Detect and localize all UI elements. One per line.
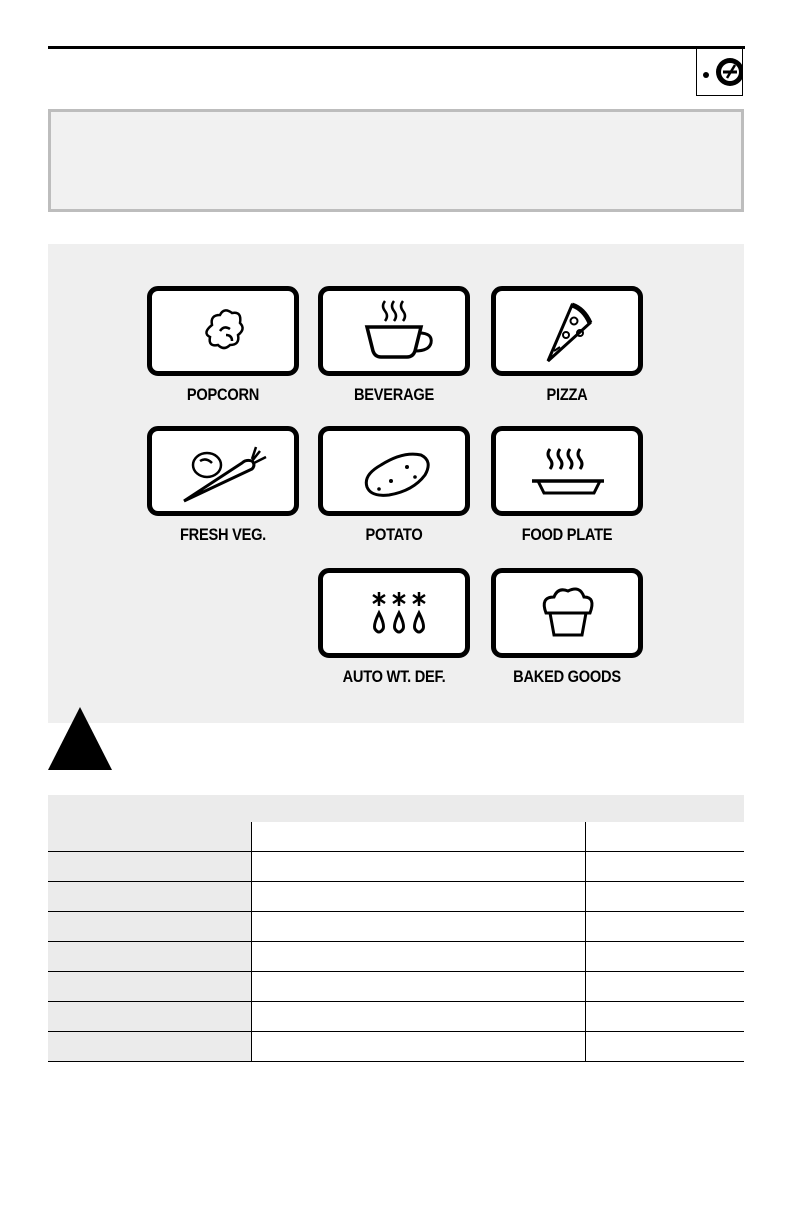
section-tab [696, 48, 743, 96]
potato-label: POTATO [365, 525, 423, 544]
baked-goods-pad[interactable] [491, 568, 643, 658]
beverage-pad[interactable] [318, 286, 470, 376]
header-rule [48, 46, 745, 49]
muffin-icon [496, 573, 638, 653]
table-header [48, 795, 744, 822]
popcorn-pad[interactable] [147, 286, 299, 376]
vegetables-icon [152, 431, 294, 511]
food-plate-pad[interactable] [491, 426, 643, 516]
warning-triangle-icon [48, 707, 112, 770]
table-row [48, 972, 744, 1002]
potato-icon [323, 431, 465, 511]
feature-icon [697, 48, 742, 94]
auto-wt-def-label: AUTO WT. DEF. [342, 667, 446, 686]
table-row [48, 1002, 744, 1032]
beverage-label: BEVERAGE [353, 385, 434, 404]
steaming-plate-icon [496, 431, 638, 511]
table-row [48, 912, 744, 942]
auto-wt-def-pad[interactable] [318, 568, 470, 658]
popcorn-icon [152, 291, 294, 371]
baked-goods-label: BAKED GOODS [513, 667, 621, 686]
table-row [48, 882, 744, 912]
table-row [48, 852, 744, 882]
fresh-veg-label: FRESH VEG. [180, 525, 266, 544]
fresh-veg-pad[interactable] [147, 426, 299, 516]
table-row [48, 822, 744, 852]
pizza-pad[interactable] [491, 286, 643, 376]
coffee-cup-icon [323, 291, 465, 371]
pizza-slice-icon [496, 291, 638, 371]
potato-pad[interactable] [318, 426, 470, 516]
table-row [48, 942, 744, 972]
pizza-label: PIZZA [546, 385, 588, 404]
control-panel [48, 244, 744, 723]
food-plate-label: FOOD PLATE [521, 525, 613, 544]
popcorn-label: POPCORN [186, 385, 260, 404]
note-box [48, 109, 744, 212]
defrost-icon [323, 573, 465, 653]
table-row [48, 1032, 744, 1062]
